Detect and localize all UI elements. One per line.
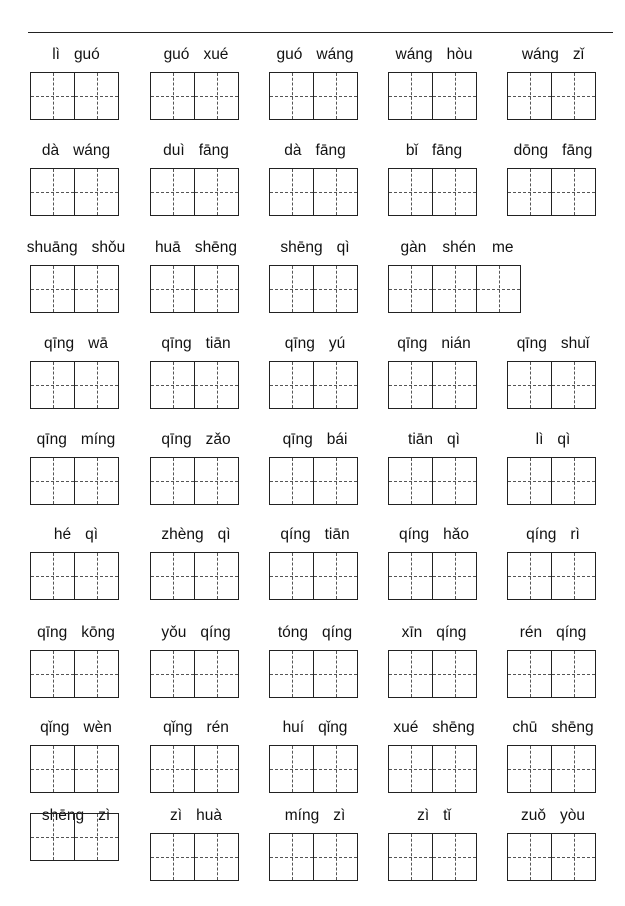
pinyin-syllable: huà xyxy=(196,807,222,824)
pinyin-syllable: dōng xyxy=(513,142,549,159)
writing-boxes xyxy=(150,168,239,216)
pinyin-label xyxy=(150,45,242,65)
writing-boxes xyxy=(150,361,239,409)
pinyin-syllable: guó xyxy=(276,46,303,63)
tianzige-cell[interactable] xyxy=(432,265,477,313)
pinyin-syllable: hǎo xyxy=(443,526,470,543)
tianzige-cell[interactable] xyxy=(313,650,358,698)
pinyin-syllable: zhèng xyxy=(161,526,204,543)
pinyin-label xyxy=(269,334,361,354)
pinyin-syllable: xué xyxy=(393,719,419,736)
writing-boxes xyxy=(269,833,358,881)
tianzige-cell[interactable] xyxy=(269,745,314,793)
pinyin-syllable: zì xyxy=(170,807,183,824)
worksheet-row xyxy=(0,718,625,814)
writing-boxes xyxy=(388,168,477,216)
pinyin-syllable: wèn xyxy=(83,719,112,736)
pinyin-syllable: wáng xyxy=(73,142,111,159)
tianzige-cell[interactable] xyxy=(74,457,119,505)
pinyin-syllable: qíng xyxy=(200,624,231,641)
tianzige-cell[interactable] xyxy=(551,361,596,409)
pinyin-syllable: yú xyxy=(328,335,346,352)
writing-boxes xyxy=(150,265,239,313)
pinyin-label xyxy=(388,141,480,161)
writing-boxes xyxy=(507,552,596,600)
pinyin-syllable: gàn xyxy=(400,239,427,256)
tianzige-cell[interactable] xyxy=(388,833,433,881)
writing-boxes xyxy=(388,457,477,505)
tianzige-cell[interactable] xyxy=(269,265,314,313)
tianzige-cell[interactable] xyxy=(313,552,358,600)
writing-boxes xyxy=(150,72,239,120)
tianzige-cell[interactable] xyxy=(551,168,596,216)
pinyin-label xyxy=(507,430,599,450)
tianzige-cell[interactable] xyxy=(74,813,119,861)
tianzige-cell[interactable] xyxy=(432,833,477,881)
tianzige-cell[interactable] xyxy=(74,361,119,409)
pinyin-syllable: xīn xyxy=(401,624,423,641)
pinyin-syllable: lì xyxy=(535,431,544,448)
tianzige-cell[interactable] xyxy=(476,265,521,313)
writing-boxes xyxy=(269,72,358,120)
pinyin-syllable: shēng xyxy=(280,239,323,256)
worksheet-row xyxy=(0,806,625,902)
tianzige-cell[interactable] xyxy=(30,72,75,120)
tianzige-cell[interactable] xyxy=(150,168,195,216)
tianzige-cell[interactable] xyxy=(194,552,239,600)
writing-boxes xyxy=(269,168,358,216)
tianzige-cell[interactable] xyxy=(150,552,195,600)
pinyin-syllable: qíng xyxy=(280,526,311,543)
pinyin-syllable: shēng xyxy=(41,807,85,824)
writing-boxes xyxy=(388,745,477,793)
tianzige-cell[interactable] xyxy=(30,552,75,600)
writing-boxes xyxy=(30,745,119,793)
pinyin-label xyxy=(30,623,122,643)
pinyin-syllable: qīng xyxy=(44,335,75,352)
pinyin-syllable: tóng xyxy=(277,624,308,641)
pinyin-syllable: qīng xyxy=(284,335,315,352)
tianzige-cell[interactable] xyxy=(388,552,433,600)
tianzige-cell[interactable] xyxy=(74,745,119,793)
pinyin-label xyxy=(388,806,480,826)
writing-boxes xyxy=(30,361,119,409)
pinyin-syllable: tiān xyxy=(205,335,231,352)
pinyin-syllable: qīng xyxy=(37,624,68,641)
tianzige-cell[interactable] xyxy=(313,745,358,793)
pinyin-syllable: zǎo xyxy=(205,431,231,448)
tianzige-cell[interactable] xyxy=(150,457,195,505)
pinyin-label xyxy=(30,141,122,161)
tianzige-cell[interactable] xyxy=(30,265,75,313)
tianzige-cell[interactable] xyxy=(507,168,552,216)
tianzige-cell[interactable] xyxy=(313,265,358,313)
pinyin-syllable: rén xyxy=(519,624,543,641)
tianzige-cell[interactable] xyxy=(150,745,195,793)
tianzige-cell[interactable] xyxy=(194,168,239,216)
tianzige-cell[interactable] xyxy=(388,650,433,698)
pinyin-syllable: shén xyxy=(442,239,476,256)
tianzige-cell[interactable] xyxy=(313,457,358,505)
pinyin-label xyxy=(269,141,361,161)
pinyin-syllable: qīng xyxy=(36,431,67,448)
pinyin-label xyxy=(269,718,361,738)
pinyin-syllable: shuāng xyxy=(26,239,78,256)
worksheet-row xyxy=(0,238,625,334)
pinyin-label xyxy=(150,430,242,450)
writing-boxes xyxy=(507,457,596,505)
tianzige-cell[interactable] xyxy=(269,552,314,600)
pinyin-syllable: zì xyxy=(333,807,346,824)
writing-boxes xyxy=(388,552,477,600)
pinyin-label xyxy=(269,238,361,258)
tianzige-cell[interactable] xyxy=(507,457,552,505)
tianzige-cell[interactable] xyxy=(432,361,477,409)
pinyin-label xyxy=(269,623,361,643)
tianzige-cell[interactable] xyxy=(269,457,314,505)
pinyin-label xyxy=(507,623,599,643)
tianzige-cell[interactable] xyxy=(194,265,239,313)
tianzige-cell[interactable] xyxy=(30,168,75,216)
pinyin-label xyxy=(507,45,599,65)
pinyin-syllable: qǐng xyxy=(318,719,348,736)
pinyin-label xyxy=(507,334,599,354)
tianzige-cell[interactable] xyxy=(74,72,119,120)
pinyin-syllable: bái xyxy=(326,431,348,448)
pinyin-syllable: míng xyxy=(80,431,116,448)
tianzige-cell[interactable] xyxy=(551,457,596,505)
pinyin-syllable: zǐ xyxy=(572,46,585,63)
pinyin-syllable: shēng xyxy=(194,239,238,256)
pinyin-syllable: qīng xyxy=(516,335,547,352)
tianzige-cell[interactable] xyxy=(313,168,358,216)
pinyin-label xyxy=(150,623,242,643)
tianzige-cell[interactable] xyxy=(388,72,433,120)
writing-boxes xyxy=(30,265,119,313)
pinyin-syllable: wáng xyxy=(316,46,354,63)
tianzige-cell[interactable] xyxy=(194,745,239,793)
tianzige-cell[interactable] xyxy=(551,552,596,600)
pinyin-syllable: shēng xyxy=(432,719,475,736)
tianzige-cell[interactable] xyxy=(30,361,75,409)
pinyin-label xyxy=(388,623,480,643)
writing-boxes xyxy=(269,552,358,600)
pinyin-syllable: fāng xyxy=(198,142,229,159)
pinyin-syllable: hòu xyxy=(446,46,473,63)
pinyin-label xyxy=(30,45,122,65)
pinyin-label xyxy=(388,718,480,738)
pinyin-syllable: lì xyxy=(52,46,60,63)
writing-boxes xyxy=(150,552,239,600)
pinyin-syllable: wā xyxy=(88,335,108,352)
pinyin-syllable: qíng xyxy=(526,526,557,543)
writing-boxes xyxy=(30,650,119,698)
pinyin-syllable: qǐng xyxy=(40,719,70,736)
pinyin-syllable: xué xyxy=(203,46,229,63)
pinyin-syllable: fāng xyxy=(562,142,593,159)
writing-boxes xyxy=(388,72,477,120)
writing-boxes xyxy=(388,833,477,881)
tianzige-cell[interactable] xyxy=(432,552,477,600)
tianzige-cell[interactable] xyxy=(194,833,239,881)
pinyin-syllable: dà xyxy=(284,142,302,159)
pinyin-label xyxy=(507,718,599,738)
pinyin-label xyxy=(26,238,126,258)
pinyin-syllable: huí xyxy=(282,719,305,736)
pinyin-syllable: kōng xyxy=(81,624,115,641)
pinyin-label xyxy=(269,45,361,65)
writing-boxes xyxy=(269,457,358,505)
tianzige-cell[interactable] xyxy=(507,745,552,793)
pinyin-syllable: shǒu xyxy=(91,239,126,256)
tianzige-cell[interactable] xyxy=(551,745,596,793)
pinyin-label xyxy=(507,806,599,826)
pinyin-syllable: shēng xyxy=(551,719,594,736)
writing-boxes xyxy=(388,650,477,698)
pinyin-syllable: qíng xyxy=(398,526,430,543)
pinyin-syllable: bǐ xyxy=(405,142,418,159)
tianzige-cell[interactable] xyxy=(194,361,239,409)
writing-boxes xyxy=(30,552,119,600)
writing-boxes xyxy=(150,833,239,881)
pinyin-label xyxy=(388,525,480,545)
pinyin-syllable: míng xyxy=(284,807,320,824)
writing-boxes xyxy=(507,72,596,120)
writing-boxes xyxy=(507,168,596,216)
tianzige-cell[interactable] xyxy=(432,168,477,216)
pinyin-label xyxy=(30,525,122,545)
pinyin-syllable: zì xyxy=(417,807,430,824)
tianzige-cell[interactable] xyxy=(432,72,477,120)
tianzige-cell[interactable] xyxy=(150,650,195,698)
writing-boxes xyxy=(388,361,477,409)
pinyin-syllable: tiān xyxy=(324,526,350,543)
tianzige-cell[interactable] xyxy=(269,168,314,216)
worksheet-row xyxy=(0,430,625,526)
pinyin-syllable: zì xyxy=(98,807,111,824)
tianzige-cell[interactable] xyxy=(388,168,433,216)
pinyin-label xyxy=(30,718,122,738)
worksheet-row xyxy=(0,141,625,237)
pinyin-syllable: yǒu xyxy=(161,624,187,641)
tianzige-cell[interactable] xyxy=(269,72,314,120)
tianzige-cell[interactable] xyxy=(313,833,358,881)
pinyin-label xyxy=(150,806,242,826)
pinyin-label xyxy=(150,334,242,354)
tianzige-cell[interactable] xyxy=(74,168,119,216)
worksheet-row xyxy=(0,45,625,141)
pinyin-syllable: qīng xyxy=(161,431,192,448)
pinyin-syllable: me xyxy=(491,239,514,256)
pinyin-syllable: fāng xyxy=(315,142,346,159)
tianzige-cell[interactable] xyxy=(30,457,75,505)
tianzige-cell[interactable] xyxy=(388,265,433,313)
writing-boxes xyxy=(150,650,239,698)
pinyin-syllable: tǐ xyxy=(443,807,451,824)
pinyin-syllable: guó xyxy=(73,46,100,63)
writing-boxes xyxy=(388,265,521,313)
writing-boxes xyxy=(507,650,596,698)
writing-boxes xyxy=(269,650,358,698)
pinyin-syllable: wáng xyxy=(395,46,433,63)
pinyin-syllable: qīng xyxy=(397,335,428,352)
tianzige-cell[interactable] xyxy=(432,650,477,698)
pinyin-syllable: qīng xyxy=(282,431,313,448)
pinyin-syllable: dà xyxy=(41,142,60,159)
tianzige-cell[interactable] xyxy=(388,457,433,505)
writing-boxes xyxy=(507,745,596,793)
pinyin-label xyxy=(30,334,122,354)
pinyin-syllable: qì xyxy=(336,239,350,256)
tianzige-cell[interactable] xyxy=(150,833,195,881)
top-rule xyxy=(28,32,613,33)
writing-boxes xyxy=(30,168,119,216)
pinyin-syllable: qíng xyxy=(322,624,353,641)
tianzige-cell[interactable] xyxy=(194,650,239,698)
tianzige-cell[interactable] xyxy=(507,650,552,698)
worksheet-row xyxy=(0,623,625,719)
pinyin-syllable: huā xyxy=(154,239,181,256)
pinyin-syllable: rén xyxy=(206,719,229,736)
tianzige-cell[interactable] xyxy=(74,552,119,600)
writing-boxes xyxy=(150,457,239,505)
tianzige-cell[interactable] xyxy=(194,457,239,505)
writing-boxes xyxy=(507,361,596,409)
pinyin-syllable: chū xyxy=(512,719,538,736)
tianzige-cell[interactable] xyxy=(507,552,552,600)
pinyin-syllable: qì xyxy=(447,431,460,448)
tianzige-cell[interactable] xyxy=(313,72,358,120)
pinyin-syllable: nián xyxy=(441,335,471,352)
pinyin-syllable: wáng xyxy=(521,46,559,63)
tianzige-cell[interactable] xyxy=(74,265,119,313)
pinyin-label xyxy=(388,238,526,258)
pinyin-syllable: fāng xyxy=(431,142,463,159)
tianzige-cell[interactable] xyxy=(150,265,195,313)
tianzige-cell[interactable] xyxy=(551,833,596,881)
tianzige-cell[interactable] xyxy=(551,650,596,698)
pinyin-syllable: yòu xyxy=(560,807,585,824)
pinyin-syllable: rì xyxy=(570,526,580,543)
pinyin-syllable: guó xyxy=(163,46,190,63)
pinyin-syllable: tiān xyxy=(408,431,434,448)
pinyin-syllable: qǐng xyxy=(163,719,193,736)
tianzige-cell[interactable] xyxy=(150,72,195,120)
tianzige-cell[interactable] xyxy=(269,650,314,698)
tianzige-cell[interactable] xyxy=(507,72,552,120)
tianzige-cell[interactable] xyxy=(388,745,433,793)
pinyin-syllable: qíng xyxy=(556,624,587,641)
pinyin-label xyxy=(150,238,242,258)
pinyin-syllable: duì xyxy=(163,142,185,159)
pinyin-label xyxy=(269,525,361,545)
tianzige-cell[interactable] xyxy=(432,745,477,793)
pinyin-label xyxy=(388,45,480,65)
tianzige-cell[interactable] xyxy=(507,361,552,409)
tianzige-cell[interactable] xyxy=(30,650,75,698)
tianzige-cell[interactable] xyxy=(30,745,75,793)
pinyin-syllable: qì xyxy=(217,526,231,543)
tianzige-cell[interactable] xyxy=(313,361,358,409)
writing-boxes xyxy=(269,265,358,313)
tianzige-cell[interactable] xyxy=(388,361,433,409)
tianzige-cell[interactable] xyxy=(30,813,75,861)
pinyin-label xyxy=(507,525,599,545)
pinyin-label xyxy=(269,806,361,826)
tianzige-cell[interactable] xyxy=(194,72,239,120)
tianzige-cell[interactable] xyxy=(432,457,477,505)
tianzige-cell[interactable] xyxy=(507,833,552,881)
worksheet-row xyxy=(0,334,625,430)
tianzige-cell[interactable] xyxy=(150,361,195,409)
writing-boxes xyxy=(150,745,239,793)
tianzige-cell[interactable] xyxy=(551,72,596,120)
pinyin-label xyxy=(150,525,242,545)
pinyin-syllable: qì xyxy=(557,431,571,448)
pinyin-syllable: qì xyxy=(85,526,99,543)
writing-boxes xyxy=(30,72,119,120)
writing-boxes xyxy=(269,745,358,793)
pinyin-syllable: hé xyxy=(53,526,72,543)
tianzige-cell[interactable] xyxy=(269,833,314,881)
tianzige-cell[interactable] xyxy=(269,361,314,409)
writing-boxes xyxy=(30,813,119,861)
pinyin-label xyxy=(30,430,122,450)
tianzige-cell[interactable] xyxy=(74,650,119,698)
writing-boxes xyxy=(30,457,119,505)
pinyin-syllable: zuǒ xyxy=(521,807,546,824)
pinyin-label xyxy=(388,334,480,354)
pinyin-label xyxy=(507,141,599,161)
writing-boxes xyxy=(507,833,596,881)
pinyin-label xyxy=(388,430,480,450)
worksheet-row xyxy=(0,525,625,621)
pinyin-label xyxy=(269,430,361,450)
pinyin-syllable: shuǐ xyxy=(560,335,590,352)
writing-boxes xyxy=(269,361,358,409)
pinyin-label xyxy=(150,718,242,738)
pinyin-syllable: qīng xyxy=(161,335,192,352)
pinyin-syllable: qíng xyxy=(436,624,467,641)
pinyin-label xyxy=(150,141,242,161)
